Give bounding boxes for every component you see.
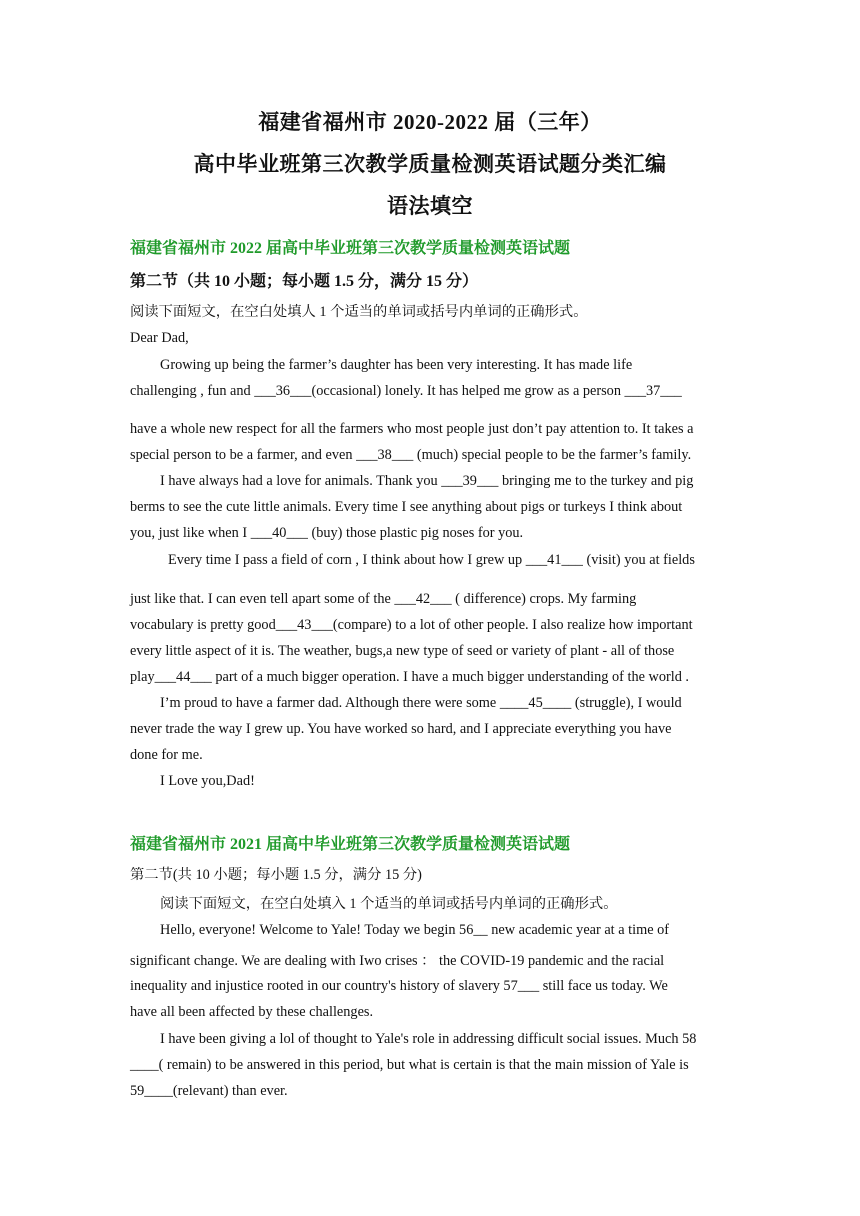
passage-line: I Love you,Dad!	[160, 773, 255, 789]
passage-line: Growing up being the farmer’s daughter has been very interesting. It has made life	[160, 357, 633, 373]
passage-line: have a whole new respect for all the farmers who most people just don’t pay attention to. It takes a	[130, 421, 694, 437]
passage-line: berms to see the cute little animals. Every time I see anything about pigs or turkeys I think about	[130, 499, 683, 515]
passage-line: I have always had a love for animals. Thank you ___39___ bringing me to the turkey and pig	[160, 473, 694, 489]
passage-line: you, just like when I ___40___ (buy) those plastic pig noses for you.	[130, 525, 524, 541]
passage-line: play___44___ part of a much bigger operation. I have a much bigger understanding of the world .	[130, 669, 690, 685]
passage-line: never trade the way I grew up. You have worked so hard, and I appreciate everything you have	[130, 721, 672, 737]
passage-line: just like that. I can even tell apart some of the ___42___ ( difference) crops. My farming	[130, 591, 637, 607]
document-title-line2: 高中毕业班第三次教学质量检测英语试题分类汇编	[193, 152, 667, 176]
passage-line: 59____(relevant) than ever.	[130, 1083, 288, 1099]
passage-line: inequality and injustice rooted in our country's history of slavery 57___ still face us today. We	[130, 978, 668, 994]
passage-line: Every time I pass a field of corn , I think about how I grew up ___41___ (visit) you at fields	[168, 552, 695, 568]
document-title-line1: 福建省福州市 2020-2022 届（三年）	[258, 110, 602, 134]
passage-line: Dear Dad,	[130, 330, 189, 346]
passage-line: significant change. We are dealing with Iwo crises ： the COVID-19 pandemic and the racial	[130, 953, 665, 969]
passage-line: vocabulary is pretty good___43___(compare) to a lot of other people. I also realize how important	[130, 617, 693, 633]
document-title-line3: 语法填空	[387, 194, 473, 218]
section-2021-heading: 福建省福州市 2021 届高中毕业班第三次教学质量检测英语试题	[130, 836, 571, 853]
section-2022-instruction: 阅读下面短文，在空白处填人 1 个适当的单词或括号内单词的正确形式。	[130, 304, 588, 320]
passage-line: special person to be a farmer, and even ___38___ (much) special people to be the farmer’s family.	[130, 447, 692, 463]
passage-line: done for me.	[130, 747, 203, 763]
section-2021-subheading: 第二节(共 10 小题；每小题 1.5 分，满分 15 分)	[130, 867, 422, 883]
passage-line: Hello, everyone! Welcome to Yale! Today we begin 56__ new academic year at a time of	[160, 922, 670, 938]
section-2022-subheading: 第二节（共 10 小题；每小题 1.5 分，满分 15 分）	[130, 273, 479, 290]
passage-line: every little aspect of it is. The weather, bugs,a new type of seed or variety of plant - all of those	[130, 643, 675, 659]
passage-line: I have been giving a lol of thought to Yale's role in addressing difficult social issues. Much 58	[160, 1031, 697, 1047]
passage-line: challenging , fun and ___36___(occasional) lonely. It has helped me grow as a person ___37___	[130, 383, 682, 399]
section-2021-instruction: 阅读下面短文，在空白处填入 1 个适当的单词或括号内单词的正确形式。	[160, 896, 618, 912]
passage-line: ____( remain) to be answered in this period, but what is certain is that the main mission of Yale is	[130, 1057, 689, 1073]
section-2022-heading: 福建省福州市 2022 届高中毕业班第三次教学质量检测英语试题	[130, 240, 571, 257]
passage-line: I’m proud to have a farmer dad. Although there were some ____45____ (struggle), I would	[160, 695, 682, 711]
passage-line: have all been affected by these challenges.	[130, 1004, 374, 1020]
